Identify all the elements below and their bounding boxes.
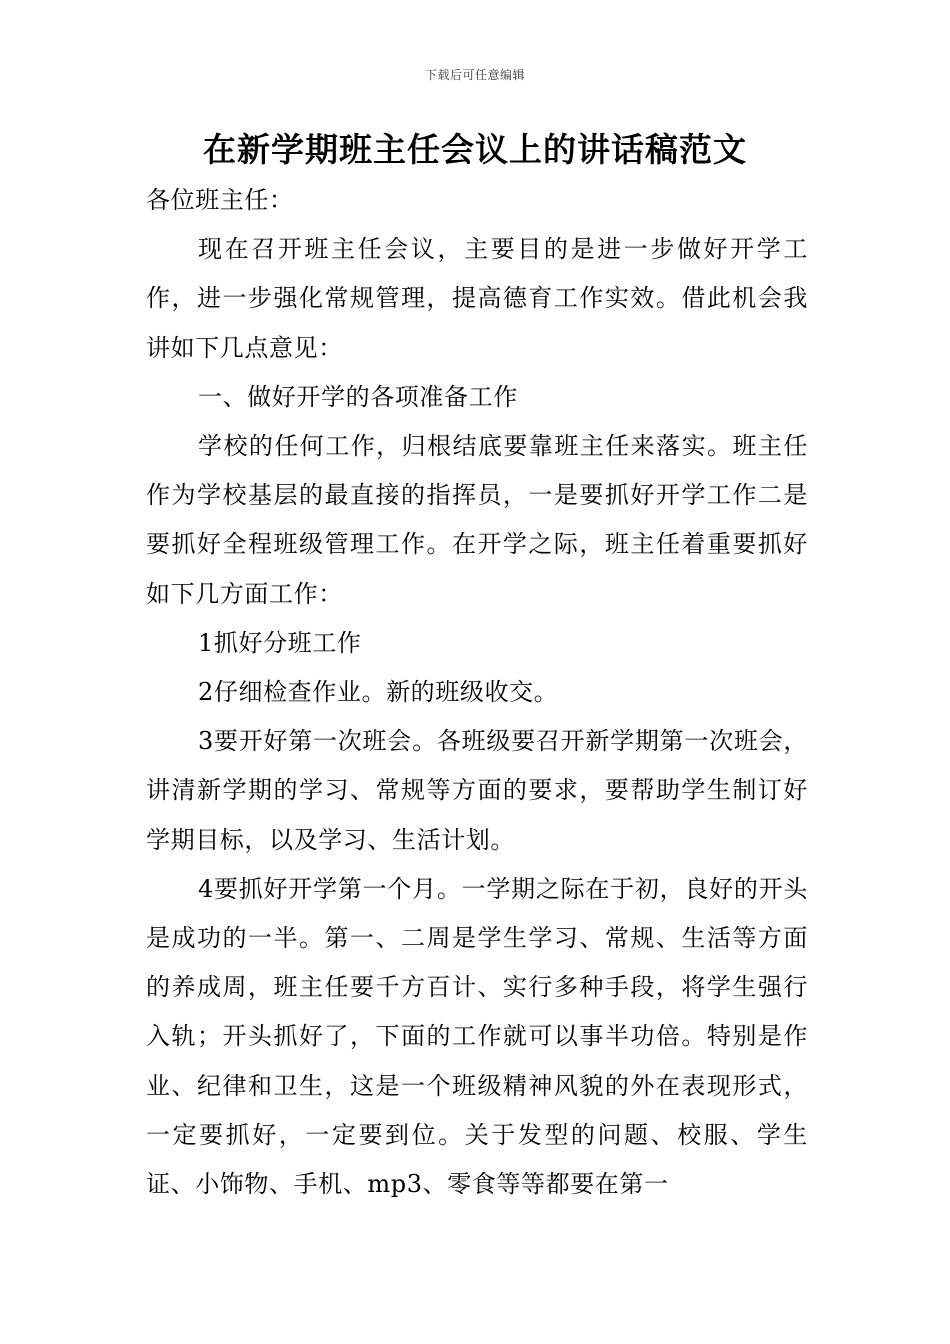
list-item-1: 1抓好分班工作 — [198, 628, 362, 657]
paragraph-intro: 现在召开班主任会议，主要目的是进一步做好开学工作，进一步强化常规管理，提高德育工作实效。借此机会我讲如下几点意见： — [146, 235, 808, 362]
page-header-note: 下载后可任意编辑 — [424, 68, 525, 82]
section-heading-1: 一、做好开学的各项准备工作 — [198, 382, 518, 411]
salutation: 各位班主任： — [146, 186, 294, 214]
list-item-4: 4要抓好开学第一个月。一学期之际在于初，良好的开头是成功的一半。第一、二周是学生学习、常规、生活等方面的养成周，班主任要千方百计、实行多种手段，将学生强行入轨；开头抓好了，下面的工作就可以事半功倍。特别是作业、纪律和卫生，这是一个班级精神风貌的外在表现形式，一定要抓好，一定要到位。关于发型的问题、校服、学生证、小饰物、手机、mp3、零食等等都要在第一 — [146, 874, 808, 1199]
list-item-3: 3要开好第一次班会。各班级要召开新学期第一次班会，讲清新学期的学习、常规等方面的要求，要帮助学生制订好学期目标，以及学习、生活计划。 — [146, 727, 808, 854]
document-body — [146, 176, 808, 1209]
list-item-2: 2仔细检查作业。新的班级收交。 — [198, 678, 559, 707]
paragraph-section-1: 学校的任何工作，归根结底要靠班主任来落实。班主任作为学校基层的最直接的指挥员，一是要抓好开学工作二是要抓好全程班级管理工作。在开学之际，班主任着重要抓好如下几方面工作： — [146, 432, 808, 608]
document-title: 在新学期班主任会议上的讲话稿范文 — [203, 130, 747, 169]
